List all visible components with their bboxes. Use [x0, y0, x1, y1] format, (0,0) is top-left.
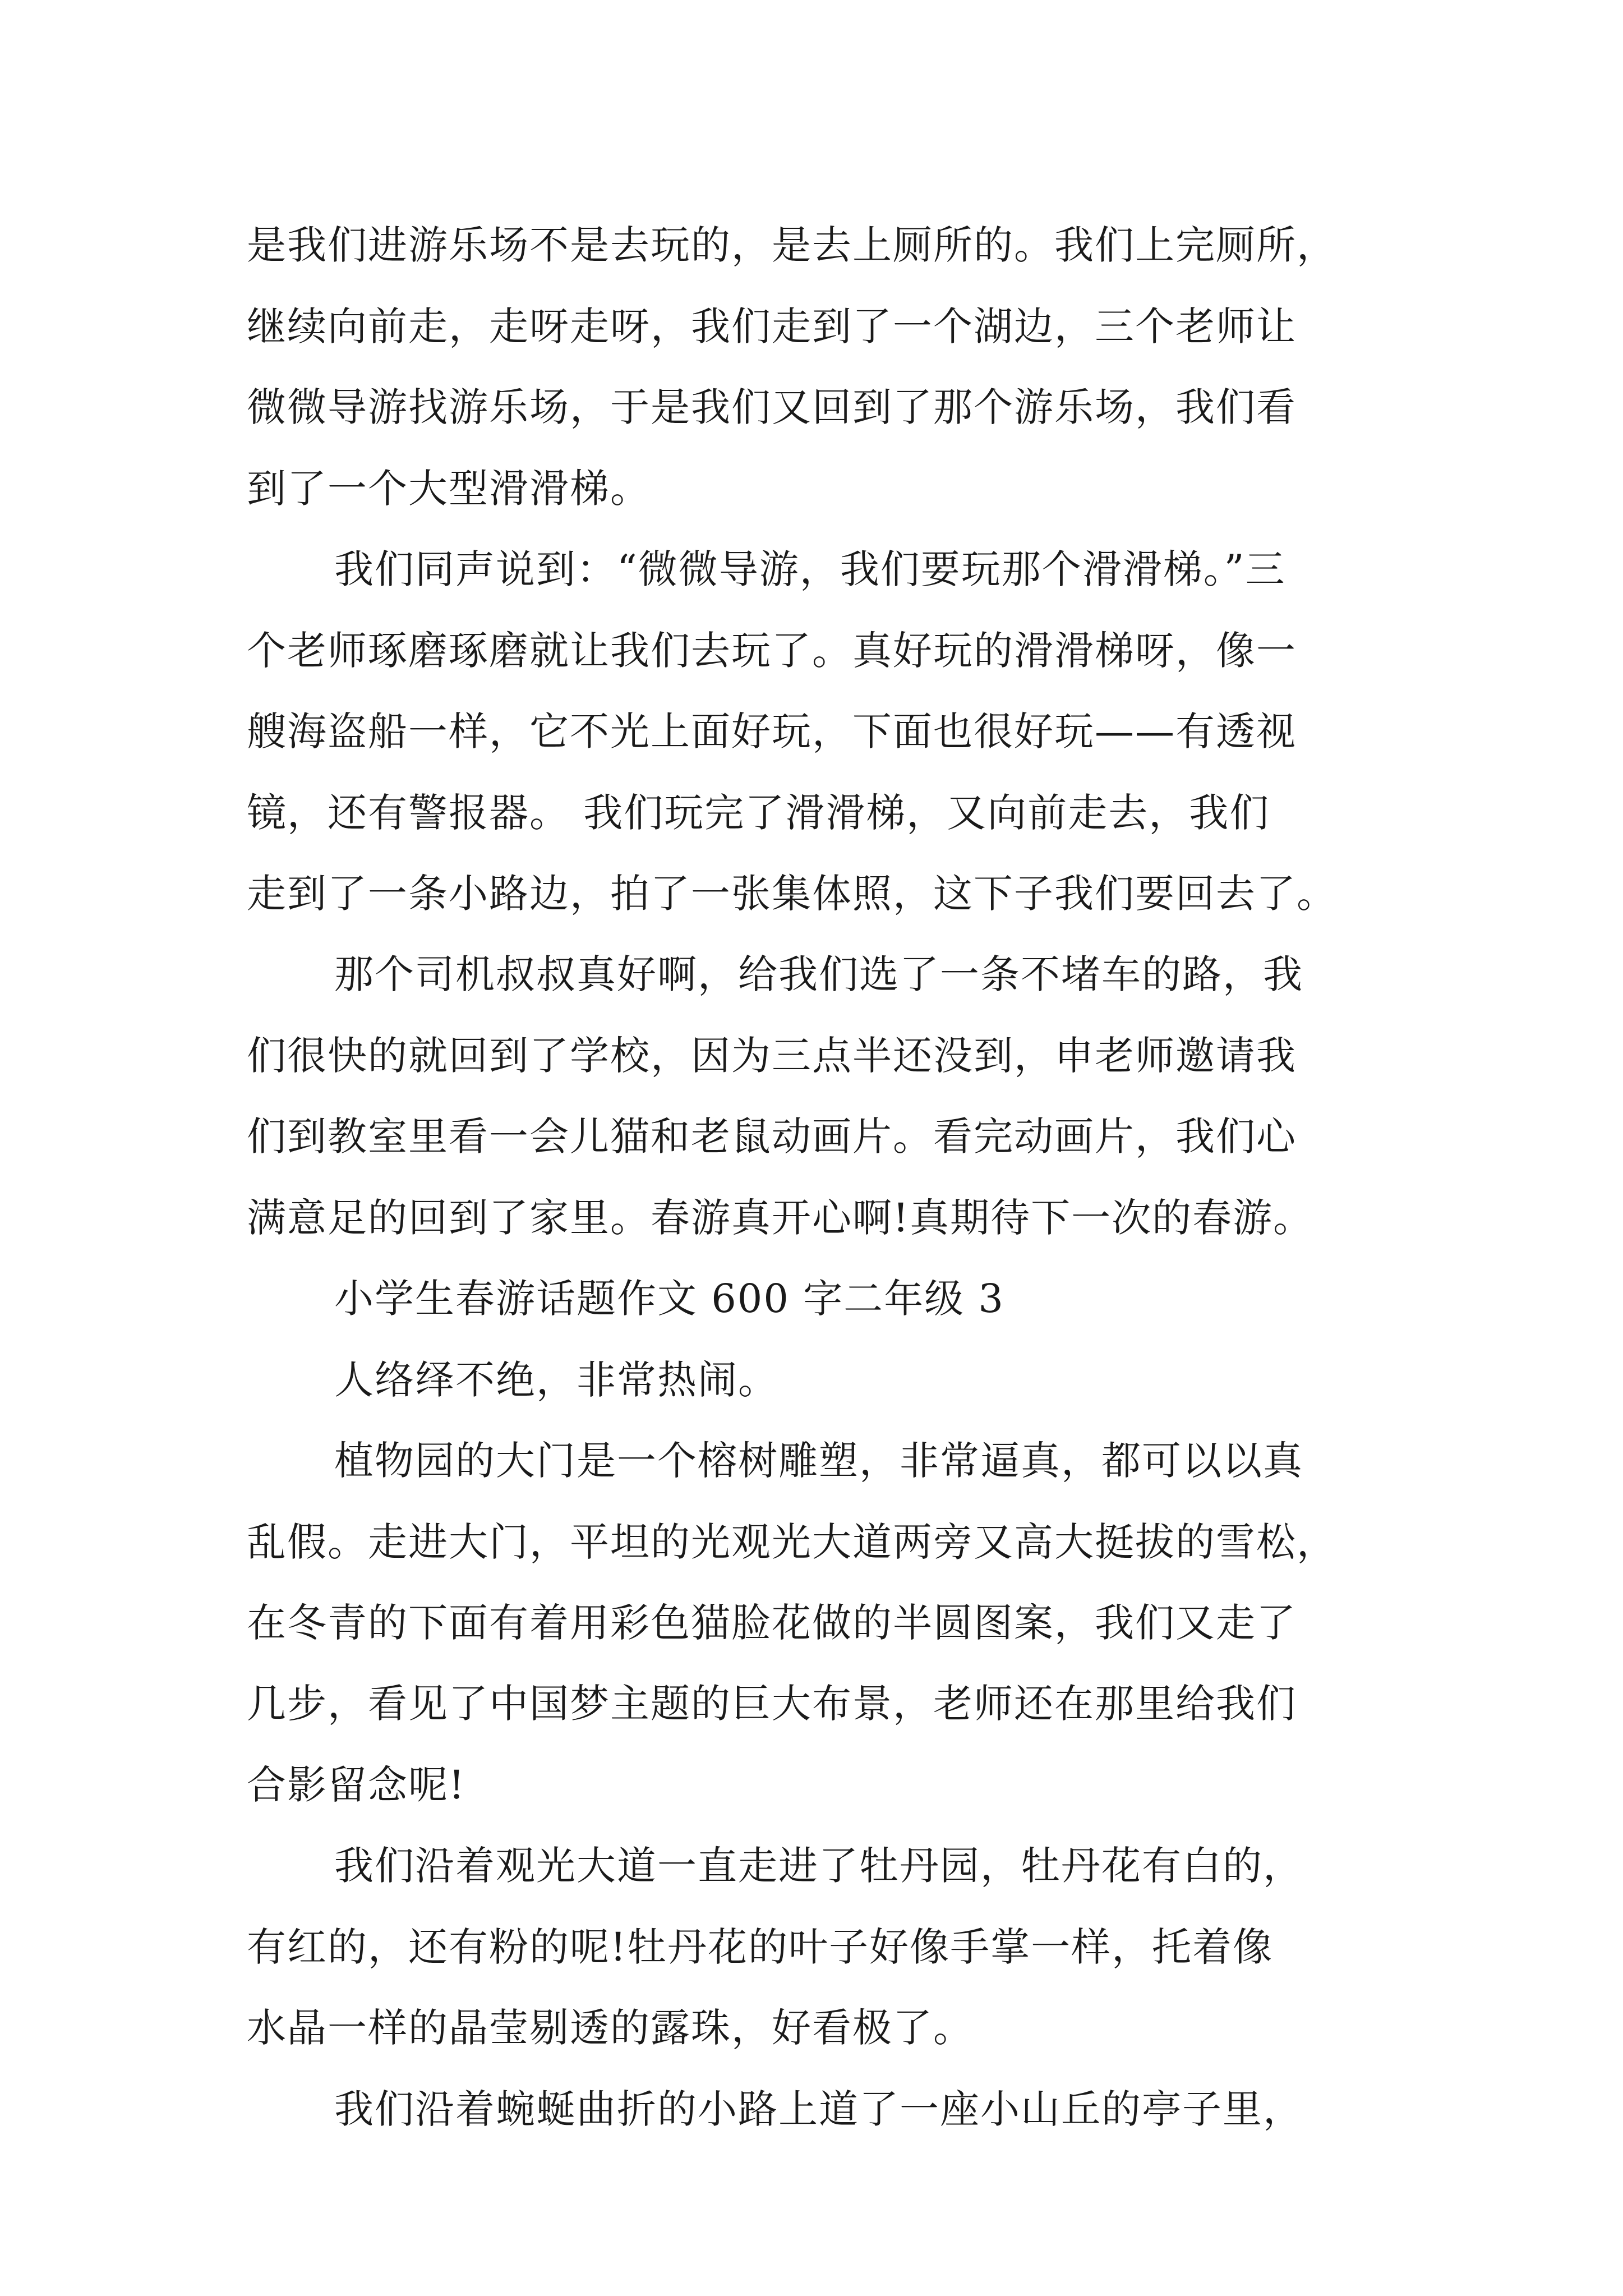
body-text-line: 个老师琢磨琢磨就让我们去玩了。真好玩的滑滑梯呀，像一	[247, 628, 1297, 674]
body-text-line: 满意足的回到了家里。春游真开心啊!真期待下一次的春游。	[247, 1195, 1314, 1241]
paragraph-first-line: 我们沿着蜿蜒曲折的小路上道了一座小山丘的亭子里，	[334, 2086, 1303, 2132]
paragraph-first-line: 人络绎不绝，非常热闹。	[334, 1357, 778, 1403]
body-text-line: 有红的，还有粉的呢!牡丹花的叶子好像手掌一样，托着像	[247, 1924, 1274, 1970]
paragraph-first-line: 我们同声说到：“微微导游，我们要玩那个滑滑梯。”三	[334, 546, 1286, 592]
body-text-line: 在冬青的下面有着用彩色猫脸花做的半圆图案，我们又走了	[247, 1600, 1297, 1646]
paragraph-first-line: 我们沿着观光大道一直走进了牡丹园，牡丹花有白的，	[334, 1843, 1303, 1889]
body-text-line: 到了一个大型滑滑梯。	[247, 466, 651, 512]
body-text-line: 们很快的就回到了学校，因为三点半还没到，申老师邀请我	[247, 1033, 1297, 1079]
paragraph-first-line: 那个司机叔叔真好啊，给我们选了一条不堵车的路，我	[334, 951, 1303, 997]
body-text-line: 艘海盗船一样，它不光上面好玩，下面也很好玩——有透视	[247, 708, 1297, 754]
body-text-line: 微微导游找游乐场，于是我们又回到了那个游乐场，我们看	[247, 384, 1297, 430]
body-text-line: 们到教室里看一会儿猫和老鼠动画片。看完动画片，我们心	[247, 1114, 1297, 1159]
body-text-line: 继续向前走，走呀走呀，我们走到了一个湖边，三个老师让	[247, 303, 1297, 349]
section-heading: 小学生春游话题作文 600 字二年级 3	[334, 1276, 1004, 1322]
body-text-line: 几步，看见了中国梦主题的巨大布景，老师还在那里给我们	[247, 1681, 1297, 1727]
body-text-line: 乱假。走进大门，平坦的光观光大道两旁又高大挺拔的雪松，	[247, 1519, 1337, 1565]
paragraph-first-line: 植物园的大门是一个榕树雕塑，非常逼真，都可以以真	[334, 1438, 1303, 1484]
body-text-line: 水晶一样的晶莹剔透的露珠，好看极了。	[247, 2005, 974, 2051]
body-text-line: 是我们进游乐场不是去玩的，是去上厕所的。我们上完厕所，	[247, 222, 1337, 268]
body-text-line: 镜，还有警报器。 我们玩完了滑滑梯，又向前走去，我们	[247, 790, 1270, 836]
body-text-line: 走到了一条小路边，拍了一张集体照，这下子我们要回去了。	[247, 871, 1337, 917]
body-text-line: 合影留念呢!	[247, 1762, 466, 1808]
